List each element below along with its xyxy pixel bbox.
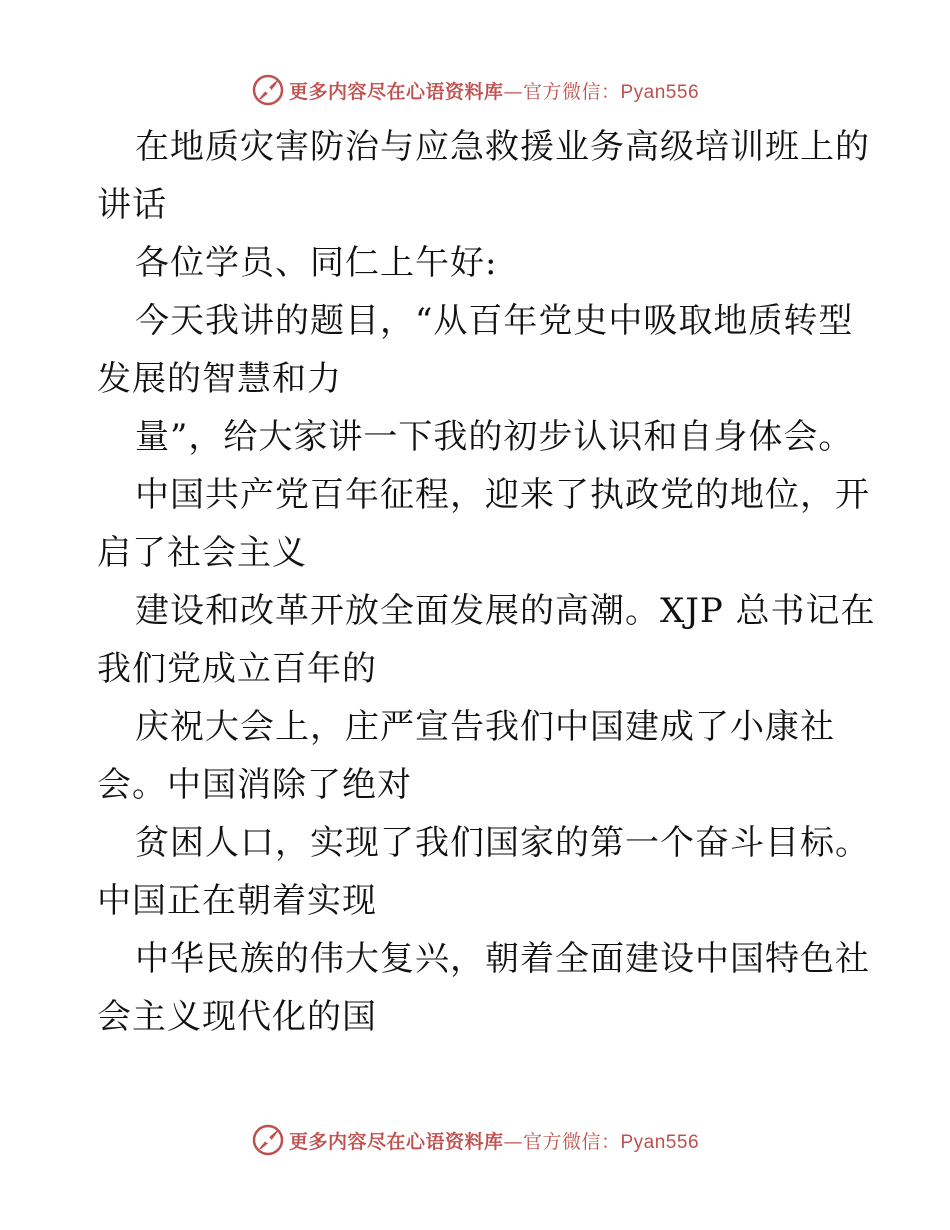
text-line: 我们党成立百年的 [97, 649, 377, 689]
quill-logo-icon [251, 73, 285, 107]
text-line: 中华民族的伟大复兴，朝着全面建设中国特色社 [135, 939, 870, 979]
footer-watermark-banner [0, 1120, 950, 1160]
banner-separator: — [503, 80, 523, 103]
text-line: 在地质灾害防治与应急救援业务高级培训班上的 [135, 127, 870, 167]
text-line: 中国正在朝着实现 [97, 881, 377, 921]
quill-logo-icon [251, 1123, 285, 1157]
text-line: 建设和改革开放全面发展的高潮。XJP 总书记在 [135, 591, 876, 631]
banner-wechat-label: 官方微信： [522, 80, 621, 103]
text-line: 会主义现代化的国 [97, 997, 377, 1037]
text-line: 讲话 [97, 185, 167, 225]
text-line: 贫困人口，实现了我们国家的第一个奋斗目标。 [135, 823, 870, 863]
text-line: 庆祝大会上，庄严宣告我们中国建成了小康社 [135, 707, 835, 747]
banner-title: 更多内容尽在心语资料库 [288, 1130, 504, 1153]
banner-wechat-label: 官方微信： [522, 1130, 621, 1153]
text-line: 发展的智慧和力 [97, 359, 342, 399]
text-line: 今天我讲的题目，“从百年党史中吸取地质转型 [135, 301, 854, 341]
banner-wechat-id: Pyan556 [620, 81, 700, 103]
header-watermark-banner [0, 70, 950, 110]
banner-wechat-id: Pyan556 [620, 1131, 700, 1153]
text-line: 会。中国消除了绝对 [97, 765, 412, 805]
document-body [97, 118, 876, 1046]
text-line: 中国共产党百年征程，迎来了执政党的地位，开 [135, 475, 870, 515]
text-line: 启了社会主义 [97, 533, 307, 573]
banner-separator: — [503, 1130, 523, 1153]
banner-title: 更多内容尽在心语资料库 [288, 80, 504, 103]
text-line: 量”，给大家讲一下我的初步认识和自身体会。 [135, 417, 854, 457]
text-line: 各位学员、同仁上午好: [135, 243, 498, 283]
